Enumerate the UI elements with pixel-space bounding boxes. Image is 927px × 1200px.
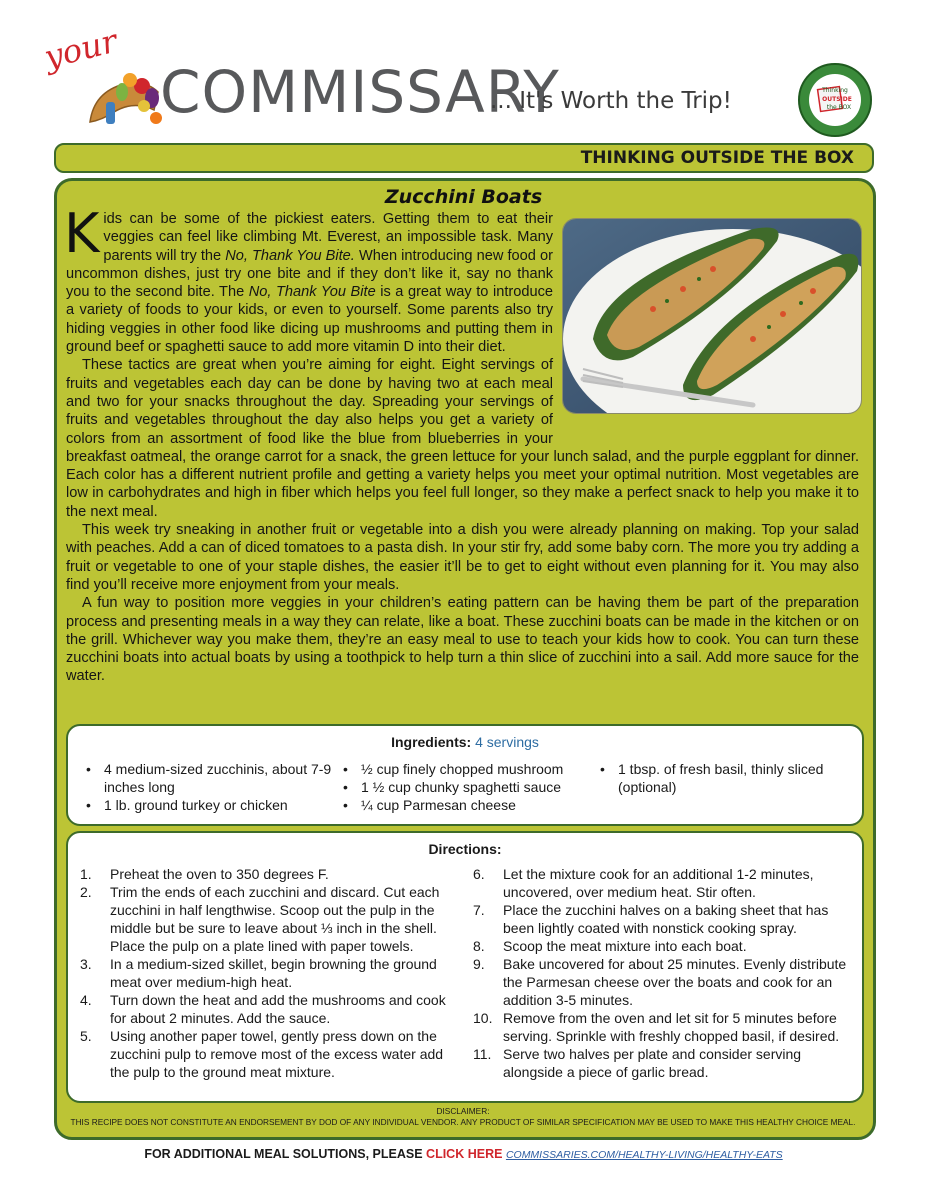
logo-your-script: your xyxy=(40,21,121,77)
direction-step xyxy=(473,865,851,901)
direction-step xyxy=(473,901,851,937)
article-body xyxy=(64,202,859,686)
disclaimer-text: THIS RECIPE DOES NOT CONSTITUTE AN ENDORSEMENT BY DOD OF ANY INDIVIDUAL VENDOR. ANY PRODUCT OF SIMILAR SPECIFICATION MAY BE USED TO MAKE THIS HEALTHY CHOICE MEAL. xyxy=(70,1117,856,1127)
brand-wordmark: COMMISSARY xyxy=(160,58,560,126)
ingredients-column-3 xyxy=(600,760,840,796)
direction-step xyxy=(80,955,455,991)
banner-title: THINKING OUTSIDE THE BOX xyxy=(580,148,854,168)
step-number: 8. xyxy=(473,938,485,954)
step-number: 11. xyxy=(473,1046,492,1062)
step-text: Turn down the heat and add the mushrooms and cook for about 2 minutes. Add the sauce. xyxy=(110,992,446,1026)
ingredients-heading xyxy=(68,733,862,751)
step-text: Bake uncovered for about 25 minutes. Evenly distribute the Parmesan cheese over the boats and cook for an addition 3-5 minutes. xyxy=(503,956,847,1008)
directions-column-right xyxy=(473,865,851,1081)
step-number: 9. xyxy=(473,956,485,972)
article-paragraph-4: A fun way to position more veggies in your children’s eating pattern can be having them be part of the preparation process and presenting meals in a way they can relate, like a boat. These zucchini boats can be made in the kitchen or on the grill. Whichever way you make them, they’re an easy meal to use to teach your kids how to cook. You can turn these zucchini boats into actual boats by using a toothpick to help turn a thin slice of zucchini into a sail. Add more sauce for the water. xyxy=(66,595,859,685)
step-number: 3. xyxy=(80,956,92,972)
cornucopia-logo-icon xyxy=(84,62,164,134)
article-paragraph-2: These tactics are great when you’re aiming for eight. Eight servings of fruits and vegetables each day can be done by having two at each meal and two for your snacks throughout the day. Spreading your servings of fruits and vegetables throughout the day also helps you get a variety of colors from an assortment of food like the blue from blueberries in your breakfast oatmeal, the orange carrot for a snack, the green lettuce for your lunch salad, and the purple eggplant for dinner. Each color has a different nutrient profile and getting a variety helps you meet your optimal nutrition. Most vegetables are low in carbohydrates and high in fiber which helps you feel full longer, so they make a perfect snack to help you make it to the next meal. xyxy=(66,357,859,520)
step-number: 2. xyxy=(80,884,92,900)
direction-step xyxy=(473,937,851,955)
step-text: In a medium-sized skillet, begin browning the ground meat over medium-high heat. xyxy=(110,956,437,990)
step-number: 1. xyxy=(80,866,92,882)
ingredient-item: • 1 tbsp. of fresh basil, thinly sliced (optional) xyxy=(600,760,840,796)
disclaimer-label: DISCLAIMER: xyxy=(436,1106,490,1116)
ingredients-column-2 xyxy=(343,760,603,814)
ingredient-item: • ½ cup finely chopped mushroom xyxy=(343,760,603,778)
step-number: 6. xyxy=(473,866,485,882)
directions-box xyxy=(66,831,864,1103)
ingredients-column-1 xyxy=(86,760,336,814)
p1-text-a: ids can be some of the pickiest eaters. Getting them to eat their veggies can feel like climbing Mt. Everest, an impossible task. Many parents will try the xyxy=(103,211,553,264)
svg-text:Thinking: Thinking xyxy=(822,87,848,94)
step-text: Trim the ends of each zucchini and discard. Cut each zucchini in half lengthwise. Scoop out the pulp in the middle but be sure to leave about ⅓ inch in the shell. Place the pulp on a plate lined with paper towels. xyxy=(110,884,440,954)
step-text: Serve two halves per plate and consider serving alongside a piece of garlic bread. xyxy=(503,1046,802,1080)
p1-text-e: is a great way to introduce a variety of foods to your kids, or even to yourself. Some parents also try hiding veggies in other food like dicing up mushrooms and putting them in ground beef or spaghetti sauce to add more vitamin D into their diet. xyxy=(66,284,553,356)
directions-column-left xyxy=(80,865,455,1081)
step-text: Preheat the oven to 350 degrees F. xyxy=(110,866,329,882)
article-title: Zucchini Boats xyxy=(384,186,543,208)
step-text: Place the zucchini halves on a baking sheet that has been lightly coated with nonstick cooking spray. xyxy=(503,902,829,936)
direction-step xyxy=(473,1009,851,1045)
step-text: Remove from the oven and let sit for 5 minutes before serving. Sprinkle with freshly chopped basil, if desired. xyxy=(503,1010,840,1044)
section-banner xyxy=(54,143,874,173)
ingredients-box xyxy=(66,724,864,826)
quick-meal-solutions-seal-icon xyxy=(797,62,873,138)
ingredient-item: • 4 medium-sized zucchinis, about 7-9 inches long xyxy=(86,760,336,796)
footer-lead: FOR ADDITIONAL MEAL SOLUTIONS, PLEASE xyxy=(144,1147,427,1161)
servings-count: 4 servings xyxy=(475,734,539,750)
direction-step xyxy=(80,883,455,955)
ingredient-item: • 1 lb. ground turkey or chicken xyxy=(86,796,336,814)
commissaries-url-link[interactable]: COMMISSARIES.COM/HEALTHY-LIVING/HEALTHY-EATS xyxy=(505,1149,783,1161)
p1-emphasis-1: No, Thank You Bite. xyxy=(225,247,355,264)
step-text: Using another paper towel, gently press down on the zucchini pulp to remove most of the excess water add the pulp to the ground meat mixture. xyxy=(110,1028,444,1080)
footer xyxy=(0,1147,927,1161)
disclaimer xyxy=(58,1106,868,1128)
step-number: 5. xyxy=(80,1028,92,1044)
step-number: 7. xyxy=(473,902,485,918)
step-number: 4. xyxy=(80,992,92,1008)
direction-step xyxy=(80,991,455,1027)
p1-text-c: When introducing new food or uncommon dishes, just try one bite and if they don’t like it, say no thank you to the second bite. The xyxy=(66,247,553,301)
svg-text:OUTSIDE: OUTSIDE xyxy=(822,96,852,103)
p1-emphasis-2: No, Thank You Bite xyxy=(248,284,376,301)
page-header xyxy=(0,0,927,140)
article-paragraph-3: This week try sneaking in another fruit or vegetable into a dish you were already planning on making. Top your salad with peaches. Add a can of diced tomatoes to a pasta dish. In your stir fry, add some baby corn. The more you try adding a fruit or vegetable to one of your staple dishes, the easier it’ll be to get to eight without even planning for it. You may also find you’ll receive more enjoyment from your meals. xyxy=(66,522,859,593)
direction-step xyxy=(80,865,455,883)
direction-step xyxy=(473,955,851,1009)
ingredients-label: Ingredients: xyxy=(391,734,472,750)
ingredient-item: • 1 ½ cup chunky spaghetti sauce xyxy=(343,778,603,796)
direction-step xyxy=(473,1045,851,1081)
ingredient-item: • ¼ cup Parmesan cheese xyxy=(343,796,603,814)
tagline: ... It's Worth the Trip! xyxy=(490,88,732,114)
drop-cap: K xyxy=(64,202,100,265)
directions-heading: Directions: xyxy=(428,841,502,857)
step-text: Let the mixture cook for an additional 1-2 minutes, uncovered, over medium heat. Stir often. xyxy=(503,866,814,900)
click-here-link[interactable]: CLICK HERE xyxy=(426,1147,503,1161)
step-number: 10. xyxy=(473,1010,493,1026)
svg-text:the BOX: the BOX xyxy=(826,104,852,111)
step-text: Scoop the meat mixture into each boat. xyxy=(503,938,747,954)
direction-step xyxy=(80,1027,455,1081)
